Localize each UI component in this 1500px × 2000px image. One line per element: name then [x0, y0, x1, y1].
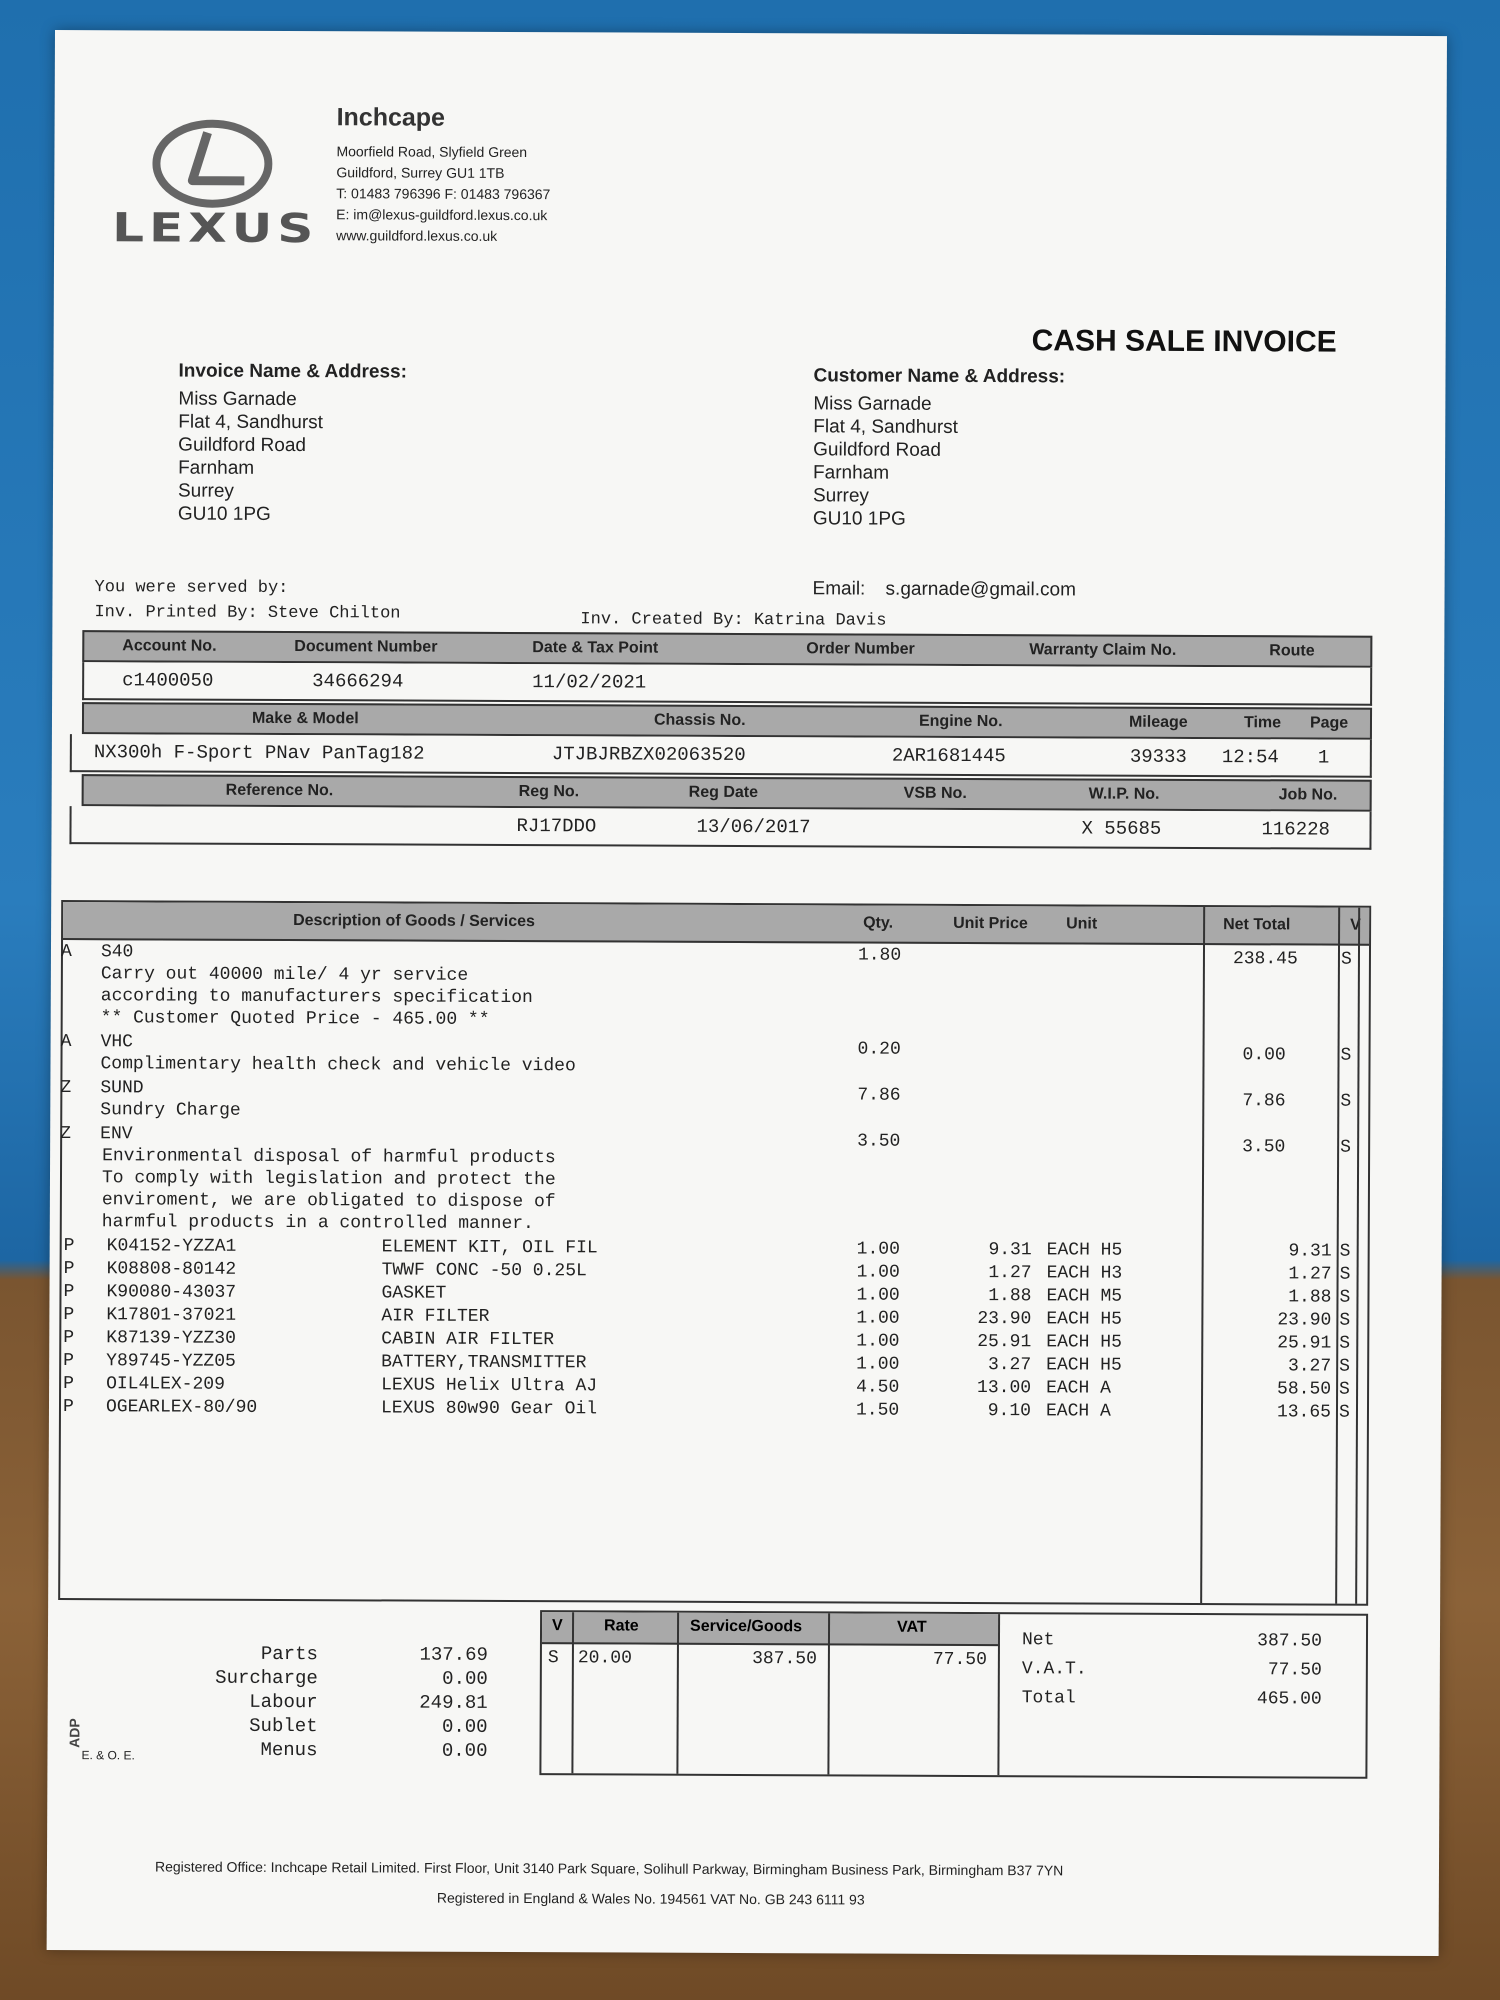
account-row [82, 662, 1372, 706]
part-unit-price: 9.31 [988, 1240, 1032, 1261]
vat-header-service-goods: Service/Goods [690, 1617, 803, 1636]
net-label: Net [1021, 1630, 1055, 1651]
part-vat-code: S [1339, 1356, 1351, 1377]
company-address-line2: Guildford, Surrey GU1 1TB [336, 164, 505, 181]
item-code: A [60, 942, 72, 963]
invoice-address [178, 388, 323, 527]
invoice-address-heading: Invoice Name & Address: [178, 360, 407, 383]
header-reg-no: Reg No. [518, 783, 580, 801]
item-description: ** Customer Quoted Price - 465.00 ** [100, 1008, 490, 1030]
vat-table [539, 1610, 1368, 1779]
item-description: according to manufacturers specification [100, 986, 533, 1009]
item-description: harmful products in a controlled manner. [101, 1212, 534, 1235]
item-qty: 7.86 [857, 1085, 901, 1106]
header-time: Time [1243, 714, 1282, 732]
part-unit: EACH H5 [1046, 1355, 1122, 1376]
summary-label-sublet: Sublet [249, 1714, 318, 1738]
total-label: Total [1021, 1688, 1076, 1709]
part-unit-price: 3.27 [987, 1355, 1032, 1376]
date-tax-point: 11/02/2021 [532, 671, 647, 694]
customer-address-line: Guildford Road [813, 439, 942, 461]
part-vat-code: S [1339, 1310, 1351, 1331]
header-unit-price: Unit Price [953, 914, 1028, 933]
served-by-label: You were served by: [94, 578, 289, 599]
customer-address-heading: Customer Name & Address: [813, 365, 1066, 388]
vat-code: S [547, 1648, 559, 1669]
header-reg-date: Reg Date [688, 783, 759, 802]
company-address-line1: Moorfield Road, Slyfield Green [336, 143, 528, 161]
part-unit: EACH H5 [1046, 1240, 1123, 1261]
customer-address-line: GU10 1PG [812, 508, 906, 530]
company-name: Inchcape [336, 103, 446, 132]
registration-details: Registered in England & Wales No. 194561 VAT No. GB 243 6111 93 [436, 1889, 865, 1908]
adp-stamp: ADP [66, 1718, 83, 1748]
header-page: Page [1309, 714, 1349, 732]
part-number: K90080-43037 [106, 1282, 237, 1303]
invoice-address-line: GU10 1PG [177, 503, 271, 525]
header-qty: Qty. [863, 914, 894, 932]
item-qty: 3.50 [857, 1131, 901, 1152]
header-chassis-no: Chassis No. [653, 711, 746, 730]
part-net-total: 13.65 [1276, 1402, 1332, 1423]
part-description: CABIN AIR FILTER [381, 1329, 555, 1351]
cost-summary [167, 1643, 528, 1775]
item-qty: 0.20 [857, 1039, 901, 1060]
part-number: K87139-YZZ30 [106, 1328, 236, 1349]
part-vat-code: S [1339, 1379, 1350, 1400]
created-by: Inv. Created By: Katrina Davis [580, 610, 887, 631]
part-code: P [63, 1351, 75, 1372]
part-code: P [63, 1282, 75, 1303]
header-route: Route [1269, 642, 1315, 660]
document-title: CASH SALE INVOICE [1031, 324, 1337, 359]
item-description: Carry out 40000 mile/ 4 yr service [100, 964, 469, 986]
summary-label-labour: Labour [249, 1690, 318, 1714]
part-qty: 1.00 [856, 1331, 900, 1352]
part-code: P [63, 1236, 75, 1257]
part-vat-code: S [1339, 1287, 1351, 1308]
header-unit: Unit [1066, 915, 1098, 933]
summary-label-parts: Parts [260, 1642, 318, 1666]
invoice-address-line: Farnham [178, 457, 255, 479]
part-unit: EACH A [1045, 1401, 1111, 1422]
item-net-total: 238.45 [1232, 949, 1298, 970]
vat-header-rate: Rate [604, 1617, 639, 1635]
part-unit: EACH H5 [1046, 1309, 1123, 1330]
header-vsb-no: VSB No. [903, 784, 967, 802]
part-description: LEXUS 80w90 Gear Oil [380, 1398, 598, 1420]
item-description: VHC [100, 1032, 134, 1053]
company-email: E: im@lexus-guildford.lexus.co.uk [336, 206, 548, 224]
make-model: NX300h F-Sport PNav PanTag182 [93, 741, 425, 765]
customer-address-line: Farnham [813, 462, 890, 484]
part-vat-code: S [1338, 1402, 1350, 1423]
header-date-tax-point: Date & Tax Point [532, 639, 659, 657]
header-make-model: Make & Model [251, 709, 359, 728]
header-net-total: Net Total [1223, 916, 1291, 934]
item-net-total: 0.00 [1242, 1045, 1286, 1066]
part-unit: EACH A [1046, 1378, 1111, 1399]
customer-address-line: Surrey [812, 485, 869, 507]
reg-no: RJ17DDO [516, 815, 597, 838]
part-net-total: 1.27 [1288, 1264, 1332, 1285]
customer-address-line: Miss Garnade [813, 393, 932, 415]
reference-row [69, 806, 1371, 850]
part-number: OIL4LEX-209 [106, 1374, 225, 1395]
eoe-note: E. & O. E. [81, 1748, 135, 1763]
header-engine-no: Engine No. [918, 712, 1003, 731]
customer-address-line: Flat 4, Sandhurst [813, 416, 959, 438]
vat-header-v: V [552, 1617, 563, 1635]
item-net-total: 7.86 [1242, 1091, 1286, 1112]
part-net-total: 9.31 [1288, 1241, 1332, 1262]
part-code: P [63, 1305, 75, 1326]
part-unit-price: 9.10 [987, 1401, 1032, 1422]
time: 12:54 [1221, 746, 1279, 769]
part-net-total: 58.50 [1277, 1379, 1332, 1400]
part-vat-code: S [1339, 1264, 1351, 1285]
total-value: 465.00 [1256, 1689, 1322, 1710]
header-v: V [1350, 916, 1361, 934]
part-unit: EACH H3 [1046, 1263, 1123, 1284]
part-qty: 1.50 [855, 1400, 900, 1421]
part-number: K04152-YZZA1 [106, 1236, 237, 1257]
vat-total-label: V.A.T. [1021, 1659, 1087, 1680]
chassis-no: JTJBJRBZX02063520 [551, 743, 746, 767]
item-vat-code: S [1340, 1137, 1351, 1158]
part-qty: 1.00 [856, 1262, 900, 1283]
engine-no: 2AR1681445 [891, 744, 1006, 768]
page-number: 1 [1317, 746, 1330, 769]
lexus-emblem-icon [152, 118, 272, 209]
part-unit: EACH M5 [1046, 1286, 1123, 1307]
vat-total-value: 77.50 [1267, 1660, 1322, 1681]
part-number: K17801-37021 [106, 1305, 237, 1326]
part-unit: EACH H5 [1046, 1332, 1122, 1353]
part-description: AIR FILTER [381, 1306, 490, 1327]
vat-service-goods: 387.50 [752, 1649, 817, 1670]
customer-email: s.garnade@gmail.com [885, 578, 1076, 601]
vat-header-bar [542, 1612, 998, 1646]
part-number: K08808-80142 [106, 1259, 237, 1280]
item-description: enviroment, we are obligated to dispose of [101, 1190, 556, 1213]
item-description: Sundry Charge [100, 1100, 241, 1121]
registered-office: Registered Office: Inchcape Retail Limited. First Floor, Unit 3140 Park Square, Solihull Parkway, Birmingham Business Park, Birmingham B37 7YN [154, 1858, 1064, 1879]
header-description: Description of Goods / Services [293, 912, 535, 931]
item-description: S40 [100, 942, 134, 963]
printed-by: Inv. Printed By: Steve Chilton [94, 603, 401, 624]
part-vat-code: S [1339, 1241, 1351, 1262]
summary-value-surcharge: 0.00 [442, 1667, 488, 1690]
lexus-wordmark: LEXUS [112, 205, 319, 253]
account-no: c1400050 [122, 669, 214, 692]
part-net-total: 3.27 [1287, 1356, 1332, 1377]
reg-date: 13/06/2017 [696, 815, 811, 839]
part-description: TWWF CONC -50 0.25L [381, 1260, 587, 1282]
part-number: OGEARLEX-80/90 [105, 1397, 258, 1418]
summary-label-surcharge: Surcharge [215, 1666, 318, 1690]
document-number: 34666294 [312, 670, 404, 693]
part-qty: 1.00 [856, 1308, 900, 1329]
part-code: P [63, 1259, 75, 1280]
item-description: Environmental disposal of harmful products [102, 1146, 556, 1169]
item-vat-code: S [1340, 1091, 1352, 1112]
summary-value-labour: 249.81 [419, 1691, 488, 1714]
header-account-no: Account No. [122, 637, 217, 655]
part-unit-price: 1.27 [988, 1263, 1032, 1284]
part-number: Y89745-YZZ05 [106, 1351, 236, 1372]
item-code: Z [60, 1124, 72, 1145]
part-qty: 1.00 [856, 1239, 900, 1260]
items-table [58, 900, 1371, 1606]
part-unit-price: 1.88 [988, 1286, 1032, 1307]
part-qty: 1.00 [856, 1354, 900, 1375]
item-vat-code: S [1340, 949, 1352, 970]
header-document-number: Document Number [294, 638, 438, 656]
job-no: 116228 [1261, 818, 1330, 841]
item-vat-code: S [1340, 1045, 1352, 1066]
wip-no: X 55685 [1081, 817, 1162, 840]
customer-address [813, 392, 958, 531]
vat-amount: 77.50 [932, 1649, 987, 1671]
part-unit-price: 23.90 [977, 1309, 1032, 1330]
item-code: A [60, 1032, 72, 1053]
header-order-number: Order Number [806, 640, 915, 658]
part-unit-price: 25.91 [977, 1332, 1032, 1353]
part-code: P [63, 1374, 74, 1395]
item-code: Z [60, 1078, 72, 1099]
part-net-total: 25.91 [1277, 1333, 1332, 1354]
summary-value-menus: 0.00 [441, 1739, 488, 1762]
part-description: LEXUS Helix Ultra AJ [381, 1375, 598, 1397]
parts-list [62, 1236, 1362, 1423]
item-description: SUND [100, 1078, 144, 1099]
invoice-paper [47, 30, 1447, 1956]
part-qty: 4.50 [856, 1377, 900, 1398]
part-row [61, 1397, 1361, 1426]
customer-email-label: Email: [812, 578, 866, 600]
invoice-address-line: Miss Garnade [178, 388, 297, 411]
part-description: GASKET [381, 1283, 447, 1304]
company-website: www.guildford.lexus.co.uk [336, 227, 498, 244]
part-code: P [63, 1328, 75, 1349]
item-description: Complimentary health check and vehicle video [100, 1054, 576, 1077]
summary-value-sublet: 0.00 [441, 1715, 488, 1738]
part-unit-price: 13.00 [977, 1378, 1032, 1399]
item-description: To comply with legislation and protect the [101, 1168, 556, 1191]
vat-header-vat: VAT [897, 1618, 927, 1636]
net-value: 387.50 [1257, 1631, 1323, 1652]
part-qty: 1.00 [856, 1285, 900, 1306]
item-qty: 1.80 [857, 945, 902, 966]
vat-rate: 20.00 [577, 1648, 632, 1669]
header-mileage: Mileage [1128, 713, 1188, 731]
company-phone: T: 01483 796396 F: 01483 796367 [336, 185, 551, 203]
part-description: BATTERY,TRANSMITTER [381, 1352, 587, 1374]
vehicle-row [70, 734, 1372, 778]
invoice-address-line: Surrey [177, 480, 235, 502]
item-net-total: 3.50 [1242, 1137, 1286, 1158]
item-description: ENV [100, 1124, 133, 1145]
mileage: 39333 [1129, 745, 1187, 768]
summary-value-parts: 137.69 [419, 1643, 488, 1666]
invoice-address-line: Guildford Road [178, 434, 307, 457]
items-header-bar [63, 902, 1369, 946]
part-code: P [62, 1397, 74, 1418]
part-net-total: 1.88 [1288, 1287, 1332, 1308]
summary-label-menus: Menus [260, 1738, 318, 1762]
part-description: ELEMENT KIT, OIL FIL [381, 1237, 598, 1259]
part-net-total: 23.90 [1277, 1310, 1332, 1331]
part-vat-code: S [1339, 1333, 1351, 1354]
header-wip-no: W.I.P. No. [1088, 785, 1160, 803]
header-warranty-claim: Warranty Claim No. [1029, 641, 1177, 659]
header-job-no: Job No. [1278, 786, 1338, 804]
invoice-address-line: Flat 4, Sandhurst [178, 411, 324, 434]
header-reference-no: Reference No. [225, 781, 334, 800]
